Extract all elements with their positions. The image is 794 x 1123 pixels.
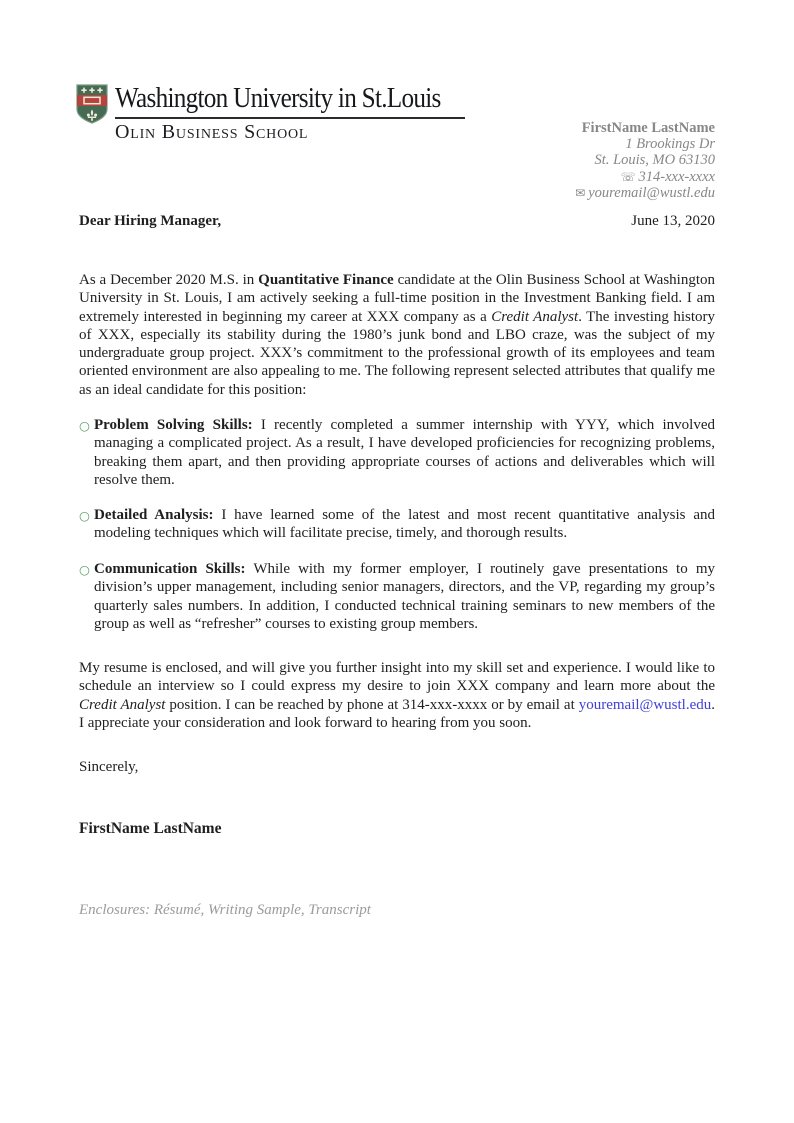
- washu-crest-icon: [76, 84, 108, 124]
- university-logo: [76, 84, 477, 144]
- enclosures-note: Enclosures: Résumé, Writing Sample, Transcript: [79, 902, 371, 918]
- contact-email-line: [575, 185, 715, 201]
- signoff: Sincerely,: [79, 759, 139, 775]
- contact-name: FirstName LastName: [581, 120, 715, 136]
- text-segment: While with my former employer, I routinely gave presentations to my division’s upper management, including senior managers, directors, and the VP, regarding my group’s quarterly sales numbers. In addition, I conducted technical training seminars to new members of the group as well as “refresher” courses to existing group members.: [94, 561, 715, 632]
- text-segment: Problem Solving Skills:: [94, 417, 253, 433]
- text-segment: candidate at the Olin Business School at Washington University in St. Louis, I am actively seeking a full-time position in the Investment Banking field. I am extremely interested in beginning my career at XXX company as a: [79, 272, 715, 325]
- text-segment: Detailed Analysis:: [94, 507, 214, 523]
- contact-address-line1: 1 Brookings Dr: [625, 136, 715, 153]
- bullet-communication-skills: [79, 560, 715, 633]
- email-link[interactable]: youremail@wustl.edu: [578, 696, 712, 713]
- contact-phone: 314-xxx-xxxx: [638, 168, 715, 185]
- text-segment: Credit Analyst: [491, 308, 579, 325]
- text-segment: . The investing history of XXX, especially its stability during the 1980’s junk bond and LBO craze, was the subject of my undergraduate group project. XXX’s commitment to the professional growth of its employees and team oriented environment are also appealing to me. The following represent selected attributes that qualify me as an ideal candidate for this position:: [79, 308, 716, 398]
- signature-name: FirstName LastName: [79, 820, 222, 837]
- text-segment: position. I can be reached by phone at 314-xxx-xxxx or by email at: [165, 696, 579, 713]
- envelope-icon: ✉: [575, 185, 586, 200]
- text-segment: I recently completed a summer internship with YYY, which involved managing a complicated project. As a result, I have developed proficiencies for recognizing problems, breaking them apart, and then providing appropriate courses of actions and deliverables which will resolve them.: [94, 417, 715, 488]
- contact-email: youremail@wustl.edu: [588, 184, 715, 201]
- salutation: Dear Hiring Manager,: [79, 213, 222, 229]
- text-segment: I have learned some of the latest and most recent quantitative analysis and modeling techniques which will facilitate precise, timely, and thorough results.: [94, 507, 715, 542]
- text-segment: Communication Skills:: [94, 561, 246, 577]
- contact-address-line2: St. Louis, MO 63130: [594, 152, 715, 169]
- text-segment: Quantitative Finance: [258, 272, 394, 288]
- logo-divider: [115, 117, 465, 119]
- text-segment: As a December 2020 M.S. in: [79, 272, 259, 288]
- contact-phone-line: [575, 169, 715, 185]
- text-segment: My resume is enclosed, and will give you further insight into my skill set and experience. I would like to schedule an interview so I could express my desire to join XXX company and learn more about the: [79, 660, 715, 695]
- text-segment: . I appreciate your consideration and look forward to hearing from you soon.: [79, 696, 716, 731]
- opening-paragraph: [79, 271, 715, 399]
- university-name: Washington University in St.Louis: [115, 83, 441, 114]
- bullet-problem-solving: [79, 416, 715, 489]
- text-segment: Credit Analyst: [79, 696, 166, 713]
- phone-icon: ☏: [620, 169, 636, 184]
- salutation-row: [79, 213, 715, 230]
- school-name: Olin Business School: [115, 120, 309, 143]
- letter-date: June 13, 2020: [631, 213, 715, 229]
- contact-block: [575, 120, 715, 201]
- bullet-detailed-analysis: [79, 506, 715, 543]
- closing-paragraph: [79, 659, 715, 732]
